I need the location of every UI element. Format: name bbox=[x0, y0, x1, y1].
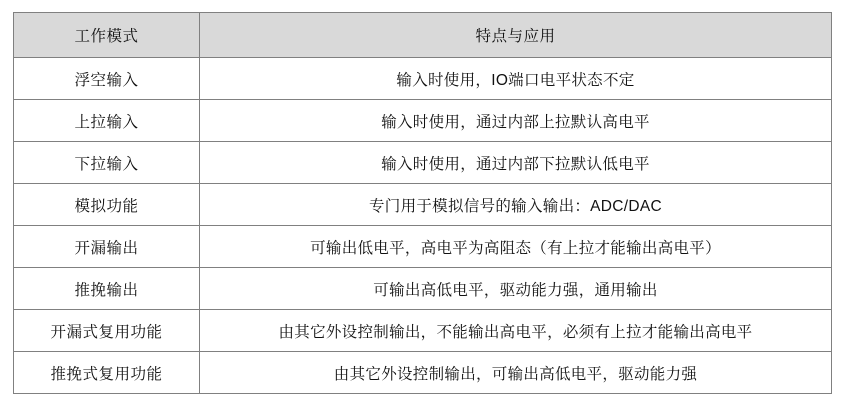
cell-description: 输入时使用，通过内部下拉默认低电平 bbox=[200, 142, 832, 184]
cell-description: 输入时使用，IO端口电平状态不定 bbox=[200, 58, 832, 100]
cell-mode: 模拟功能 bbox=[14, 184, 200, 226]
cell-mode: 下拉输入 bbox=[14, 142, 200, 184]
cell-mode: 推挽式复用功能 bbox=[14, 352, 200, 394]
table-header bbox=[14, 13, 832, 58]
table-row bbox=[14, 310, 832, 352]
table-row bbox=[14, 142, 832, 184]
table-body bbox=[14, 58, 832, 394]
cell-description: 专门用于模拟信号的输入输出：ADC/DAC bbox=[200, 184, 832, 226]
table-row bbox=[14, 100, 832, 142]
table-row bbox=[14, 58, 832, 100]
table-row bbox=[14, 352, 832, 394]
column-header-description: 特点与应用 bbox=[200, 13, 832, 58]
cell-description: 由其它外设控制输出，可输出高低电平，驱动能力强 bbox=[200, 352, 832, 394]
column-header-mode: 工作模式 bbox=[14, 13, 200, 58]
cell-mode: 推挽输出 bbox=[14, 268, 200, 310]
cell-mode: 开漏式复用功能 bbox=[14, 310, 200, 352]
cell-description: 由其它外设控制输出，不能输出高电平，必须有上拉才能输出高电平 bbox=[200, 310, 832, 352]
table-row bbox=[14, 184, 832, 226]
cell-description: 可输出高低电平，驱动能力强，通用输出 bbox=[200, 268, 832, 310]
cell-mode: 浮空输入 bbox=[14, 58, 200, 100]
cell-description: 输入时使用，通过内部上拉默认高电平 bbox=[200, 100, 832, 142]
cell-description: 可输出低电平，高电平为高阻态（有上拉才能输出高电平） bbox=[200, 226, 832, 268]
table-row bbox=[14, 226, 832, 268]
cell-mode: 开漏输出 bbox=[14, 226, 200, 268]
table-header-row bbox=[14, 13, 832, 58]
cell-mode: 上拉输入 bbox=[14, 100, 200, 142]
table-row bbox=[14, 268, 832, 310]
gpio-mode-table bbox=[13, 12, 832, 394]
